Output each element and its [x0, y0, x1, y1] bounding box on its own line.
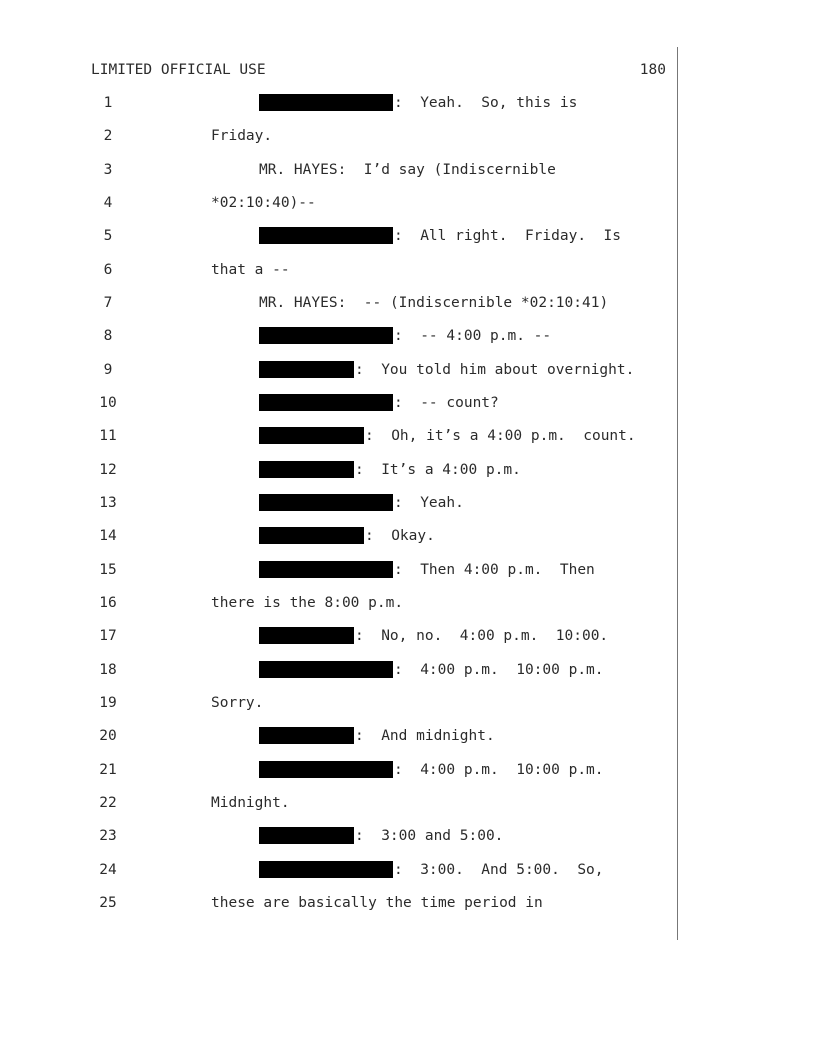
- redaction-box: [259, 461, 354, 478]
- redaction-box: [259, 494, 393, 511]
- line-number: 23: [99, 828, 117, 844]
- line-number: 6: [103, 262, 113, 278]
- transcript-line: [0, 626, 677, 646]
- line-text: *02:10:40)--: [211, 195, 316, 211]
- line-number: 11: [99, 428, 117, 444]
- line-number: 3: [103, 162, 113, 178]
- line-text: Sorry.: [211, 695, 264, 711]
- line-text: Friday.: [211, 128, 273, 144]
- transcript-line: [0, 893, 677, 913]
- transcript-line: [0, 160, 677, 180]
- transcript-line: [0, 560, 677, 580]
- line-number: 13: [99, 495, 117, 511]
- line-text: : Okay.: [365, 528, 435, 544]
- line-text: there is the 8:00 p.m.: [211, 595, 404, 611]
- line-text: : All right. Friday. Is: [394, 228, 621, 244]
- classification-header: LIMITED OFFICIAL USE: [91, 62, 266, 78]
- line-text: : 3:00 and 5:00.: [355, 828, 504, 844]
- transcript-line: [0, 493, 677, 513]
- line-number: 15: [99, 562, 117, 578]
- transcript-line: [0, 360, 677, 380]
- line-text: : -- 4:00 p.m. --: [394, 328, 552, 344]
- transcript-line: [0, 460, 677, 480]
- line-number: 18: [99, 662, 117, 678]
- transcript-line: [0, 760, 677, 780]
- redaction-box: [259, 761, 393, 778]
- transcript-line: [0, 526, 677, 546]
- transcript-line: [0, 793, 677, 813]
- line-number: 5: [103, 228, 113, 244]
- redaction-box: [259, 627, 354, 644]
- transcript-line: [0, 660, 677, 680]
- line-text: that a --: [211, 262, 290, 278]
- transcript-line: [0, 226, 677, 246]
- transcript-line: [0, 426, 677, 446]
- redaction-box: [259, 394, 393, 411]
- line-number: 2: [103, 128, 113, 144]
- right-margin-rule: [677, 47, 678, 940]
- line-text: : It’s a 4:00 p.m.: [355, 462, 521, 478]
- line-number: 20: [99, 728, 117, 744]
- line-number: 14: [99, 528, 117, 544]
- line-text: : 4:00 p.m. 10:00 p.m.: [394, 762, 604, 778]
- redaction-box: [259, 561, 393, 578]
- line-text: : Yeah.: [394, 495, 464, 511]
- transcript-line: [0, 726, 677, 746]
- transcript-line: [0, 193, 677, 213]
- line-number: 19: [99, 695, 117, 711]
- redaction-box: [259, 227, 393, 244]
- line-number: 17: [99, 628, 117, 644]
- transcript-line: [0, 93, 677, 113]
- line-number: 16: [99, 595, 117, 611]
- line-number: 12: [99, 462, 117, 478]
- line-number: 9: [103, 362, 113, 378]
- line-text: : Then 4:00 p.m. Then: [394, 562, 595, 578]
- transcript-line: [0, 593, 677, 613]
- redaction-box: [259, 527, 364, 544]
- line-text: : And midnight.: [355, 728, 495, 744]
- redaction-box: [259, 327, 393, 344]
- line-number: 21: [99, 762, 117, 778]
- line-text: : -- count?: [394, 395, 499, 411]
- line-text: : 4:00 p.m. 10:00 p.m.: [394, 662, 604, 678]
- line-text: : Oh, it’s a 4:00 p.m. count.: [365, 428, 636, 444]
- line-text: : Yeah. So, this is: [394, 95, 578, 111]
- redaction-box: [259, 727, 354, 744]
- line-text: : 3:00. And 5:00. So,: [394, 862, 604, 878]
- line-number: 10: [99, 395, 117, 411]
- redaction-box: [259, 427, 364, 444]
- line-text: : No, no. 4:00 p.m. 10:00.: [355, 628, 609, 644]
- line-number: 25: [99, 895, 117, 911]
- line-text: MR. HAYES: I’d say (Indiscernible: [259, 162, 556, 178]
- transcript-line: [0, 326, 677, 346]
- redaction-box: [259, 94, 393, 111]
- transcript-line: [0, 826, 677, 846]
- transcript-line: [0, 860, 677, 880]
- line-text: Midnight.: [211, 795, 290, 811]
- line-number: 22: [99, 795, 117, 811]
- line-number: 7: [103, 295, 113, 311]
- line-text: MR. HAYES: -- (Indiscernible *02:10:41): [259, 295, 609, 311]
- transcript-line: [0, 260, 677, 280]
- line-text: : You told him about overnight.: [355, 362, 635, 378]
- line-number: 8: [103, 328, 113, 344]
- transcript-line: [0, 126, 677, 146]
- line-number: 4: [103, 195, 113, 211]
- redaction-box: [259, 661, 393, 678]
- redaction-box: [259, 827, 354, 844]
- redaction-box: [259, 361, 354, 378]
- transcript-line: [0, 693, 677, 713]
- line-text: these are basically the time period in: [211, 895, 543, 911]
- transcript-line: [0, 393, 677, 413]
- transcript-line: [0, 293, 677, 313]
- line-number: 24: [99, 862, 117, 878]
- page-number: 180: [639, 62, 666, 78]
- line-number: 1: [103, 95, 113, 111]
- redaction-box: [259, 861, 393, 878]
